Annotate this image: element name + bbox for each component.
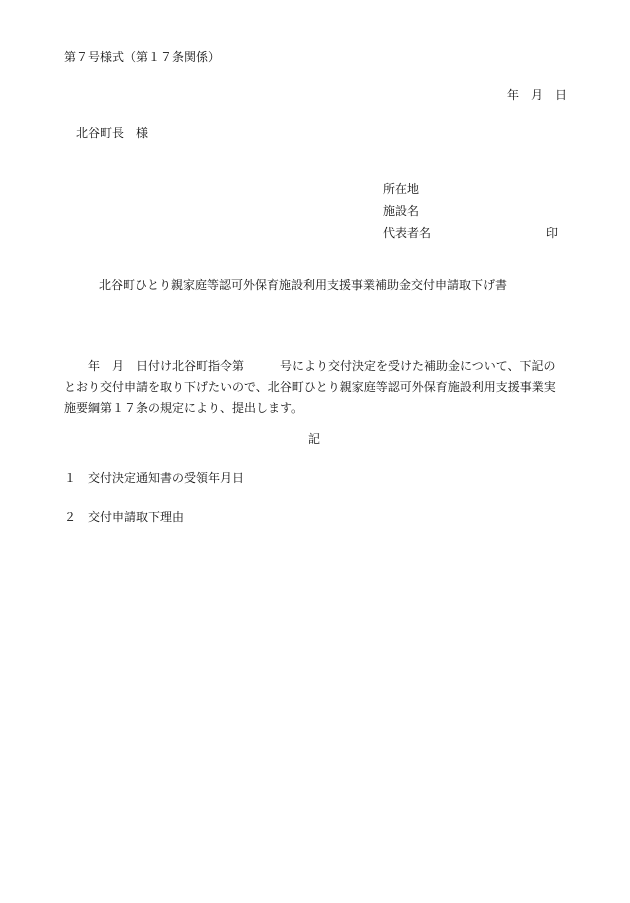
- body-paragraph: [64, 356, 578, 419]
- facility-name-label: 施設名: [383, 204, 420, 218]
- applicant-row-representative: [383, 227, 561, 249]
- body-line: 施要綱第１７条の規定により、提出します。: [64, 401, 304, 415]
- list-item-receipt-date: １ 交付決定通知書の受領年月日: [64, 471, 245, 485]
- applicant-block: [383, 183, 561, 249]
- date-line: 年 月 日: [506, 88, 567, 102]
- body-line: とおり交付申請を取り下げたいので、北谷町ひとり親家庭等認可外保育施設利用支援事業実: [64, 380, 556, 394]
- applicant-row-address: [383, 183, 561, 205]
- list-item-withdrawal-reason: ２ 交付申請取下理由: [64, 510, 185, 524]
- address-label: 所在地: [383, 182, 420, 196]
- seal-mark: 印: [545, 226, 558, 240]
- applicant-row-facility: [383, 205, 561, 227]
- body-line: 年 月 日付け北谷町指令第 号により交付決定を受けた補助金について、下記の: [64, 359, 556, 373]
- addressee: 北谷町長 様: [76, 126, 149, 140]
- form-number-label: 第７号様式（第１７条関係）: [64, 50, 221, 64]
- document-title: 北谷町ひとり親家庭等認可外保育施設利用支援事業補助金交付申請取下げ書: [99, 278, 508, 292]
- representative-label: 代表者名: [383, 226, 432, 240]
- ki-heading: 記: [308, 432, 321, 446]
